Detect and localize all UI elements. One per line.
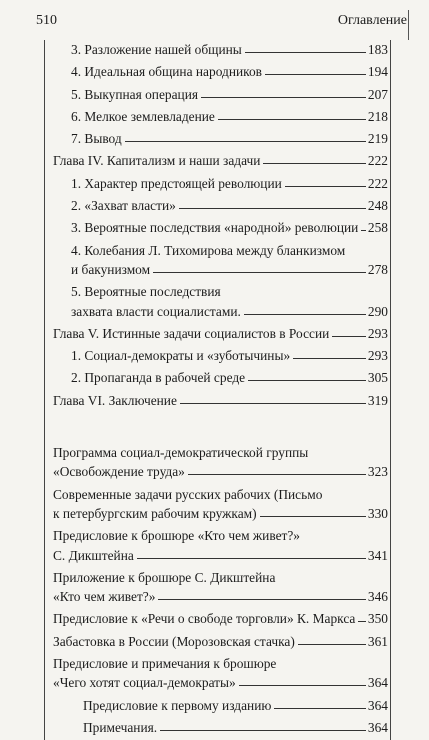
- leader-line: [160, 730, 366, 731]
- leader-line: [361, 230, 366, 231]
- toc-entry: [53, 218, 390, 240]
- leader-line: [244, 314, 366, 315]
- toc-entry: [53, 696, 390, 718]
- toc-entry: [53, 632, 390, 654]
- toc-entry-title: 2. Пропаганда в рабочей среде: [71, 370, 246, 386]
- toc-page-number: 278: [367, 261, 388, 277]
- toc-entry-line: [71, 107, 390, 126]
- toc-entry-title: захвата власти социалистами.: [71, 303, 241, 319]
- toc-entry-line: [71, 302, 390, 321]
- page-number: 510: [36, 13, 57, 28]
- toc-entry: [53, 282, 390, 324]
- toc-entry: [53, 718, 390, 740]
- toc-entry-line: [71, 282, 390, 301]
- toc-entry: [53, 568, 390, 610]
- toc-entry: [53, 391, 390, 413]
- toc-entry-title: Глава VI. Заключение: [53, 392, 177, 408]
- toc-entry-line: [83, 718, 390, 737]
- toc-entry-title: 4. Колебания Л. Тихомирова между бланкизмом: [71, 242, 346, 258]
- toc-page-number: 364: [367, 697, 388, 713]
- leader-line: [153, 272, 366, 273]
- toc-entry-title: 3. Разложение нашей общины: [71, 42, 242, 57]
- section-gap: [53, 413, 390, 443]
- toc-entry-title: Глава IV. Капитализм и наши задачи: [53, 153, 261, 169]
- toc-entry: [53, 654, 390, 696]
- leader-line: [260, 516, 366, 517]
- toc-entry: [53, 609, 390, 631]
- toc-entry: [53, 196, 390, 218]
- toc-entry: [53, 107, 390, 129]
- leader-line: [158, 599, 365, 600]
- toc-entry-line: [53, 462, 390, 481]
- toc-page-number: 207: [367, 86, 388, 102]
- toc-entry-line: [71, 85, 390, 104]
- leader-line: [265, 74, 366, 75]
- toc-entry-title: Предисловие и примечания к брошюре: [53, 656, 277, 672]
- toc-page-number: 183: [367, 42, 388, 57]
- toc-entry-line: [71, 129, 390, 148]
- toc-entry-title: 3. Вероятные последствия «народной» революции: [71, 220, 359, 236]
- toc-entry-line: [53, 324, 390, 343]
- toc-entry-line: [71, 174, 390, 193]
- toc-entry-title: 5. Вероятные последствия: [71, 284, 221, 300]
- toc-entry: [53, 129, 390, 151]
- toc-entry-title: «Освобождение труда»: [53, 464, 185, 480]
- toc-page-number: 341: [367, 547, 388, 563]
- toc-entry-line: [53, 546, 390, 565]
- toc-entry-line: [83, 696, 390, 715]
- leader-line: [201, 97, 366, 98]
- toc-entry: [53, 324, 390, 346]
- toc-entry-line: [71, 40, 390, 59]
- toc-entry-line: [71, 196, 390, 215]
- toc-page-number: 323: [367, 464, 388, 480]
- leader-line: [125, 141, 366, 142]
- leader-line: [332, 336, 366, 337]
- toc-entry-line: [53, 609, 390, 628]
- toc-entry-line: [71, 241, 390, 260]
- toc-page-number: 330: [367, 505, 388, 521]
- leader-line: [239, 685, 366, 686]
- toc-entry-line: [53, 632, 390, 651]
- toc-entry: [53, 526, 390, 568]
- leader-line: [293, 358, 366, 359]
- toc-entry-title: Примечания.: [83, 719, 158, 735]
- entry-gap: [53, 410, 390, 413]
- leader-line: [218, 119, 366, 120]
- toc-entry-line: [53, 526, 390, 545]
- toc-entry-title: к петербургским рабочим кружкам): [53, 505, 257, 521]
- running-title: Оглавление: [337, 13, 407, 28]
- toc-page-number: 364: [367, 675, 388, 691]
- leader-line: [298, 644, 366, 645]
- toc-page-number: 219: [367, 131, 388, 147]
- toc-entry-title: 1. Социал-демократы и «зуботычины»: [71, 348, 291, 364]
- leader-line: [263, 163, 366, 164]
- toc-entry-title: С. Дикштейна: [53, 547, 134, 563]
- toc-section-chapters: [53, 40, 390, 413]
- leader-line: [137, 558, 366, 559]
- toc-entry-title: 1. Характер предстоящей революции: [71, 175, 282, 191]
- toc-entry: [53, 174, 390, 196]
- toc-page-number: 194: [367, 64, 388, 80]
- toc-page-number: 346: [367, 589, 388, 605]
- toc-page-number: 350: [367, 611, 388, 627]
- header-rule: [408, 10, 409, 40]
- toc-entry: [53, 241, 390, 283]
- table-of-contents: [44, 40, 391, 740]
- leader-line: [245, 52, 366, 53]
- toc-page-number: 218: [367, 108, 388, 124]
- toc-entry-line: [53, 568, 390, 587]
- toc-entry-line: [71, 62, 390, 81]
- toc-page-number: 258: [367, 220, 388, 236]
- toc-entry: [53, 485, 390, 527]
- toc-page-number: 290: [367, 303, 388, 319]
- toc-entry-line: [71, 260, 390, 279]
- leader-line: [274, 708, 366, 709]
- toc-entry-line: [53, 485, 390, 504]
- toc-entry-line: [71, 368, 390, 387]
- toc-entry-title: 4. Идеальная община народников: [71, 64, 262, 80]
- leader-line: [285, 186, 366, 187]
- toc-entry-title: Предисловие к брошюре «Кто чем живет?»: [53, 528, 301, 544]
- page-header: [36, 13, 407, 29]
- leader-line: [179, 208, 366, 209]
- toc-entry: [53, 40, 390, 62]
- toc-page-number: 222: [367, 175, 388, 191]
- toc-entry-line: [53, 673, 390, 692]
- toc-entry-title: Предисловие к первому изданию: [83, 697, 272, 713]
- toc-entry: [53, 443, 390, 485]
- toc-entry-title: Забастовка в России (Морозовская стачка): [53, 633, 295, 649]
- toc-entry-title: Приложение к брошюре С. Дикштейна: [53, 569, 276, 585]
- leader-line: [180, 403, 366, 404]
- toc-entry: [53, 62, 390, 84]
- toc-page-number: 361: [367, 633, 388, 649]
- toc-entry: [53, 368, 390, 390]
- toc-entry-line: [71, 218, 390, 237]
- toc-page-number: 222: [367, 153, 388, 169]
- toc-section-appendices: [53, 443, 390, 740]
- toc-page-number: 293: [367, 325, 388, 341]
- toc-entry-title: и бакунизмом: [71, 261, 151, 277]
- toc-entry-line: [53, 391, 390, 410]
- toc-entry: [53, 151, 390, 173]
- toc-entry-title: «Чего хотят социал-демократы»: [53, 675, 236, 691]
- toc-page-number: 364: [367, 719, 388, 735]
- toc-entry-title: «Кто чем живет?»: [53, 589, 156, 605]
- toc-page-number: 305: [367, 370, 388, 386]
- toc-entry-line: [71, 346, 390, 365]
- toc-page-number: 319: [367, 392, 388, 408]
- toc-entry-title: Глава V. Истинные задачи социалистов в России: [53, 325, 330, 341]
- toc-entry-line: [53, 654, 390, 673]
- toc-entry-title: 5. Выкупная операция: [71, 86, 199, 102]
- toc-entry-title: Программа социал-демократической группы: [53, 445, 309, 461]
- leader-line: [188, 474, 366, 475]
- toc-entry-title: Современные задачи русских рабочих (Письмо: [53, 486, 323, 502]
- leader-line: [358, 621, 366, 622]
- toc-entry: [53, 85, 390, 107]
- toc-entry-line: [53, 151, 390, 170]
- toc-entry-line: [53, 443, 390, 462]
- toc-page-number: 248: [367, 198, 388, 214]
- toc-entry: [53, 346, 390, 368]
- toc-entry-title: 7. Вывод: [71, 131, 122, 147]
- toc-entry-title: 6. Мелкое землевладение: [71, 108, 215, 124]
- leader-line: [248, 380, 366, 381]
- toc-entry-line: [53, 504, 390, 523]
- toc-entry-line: [53, 587, 390, 606]
- toc-entry-title: 2. «Захват власти»: [71, 198, 176, 214]
- toc-entry-title: Предисловие к «Речи о свободе торговли» К. Маркса: [53, 611, 356, 627]
- toc-page-number: 293: [367, 348, 388, 364]
